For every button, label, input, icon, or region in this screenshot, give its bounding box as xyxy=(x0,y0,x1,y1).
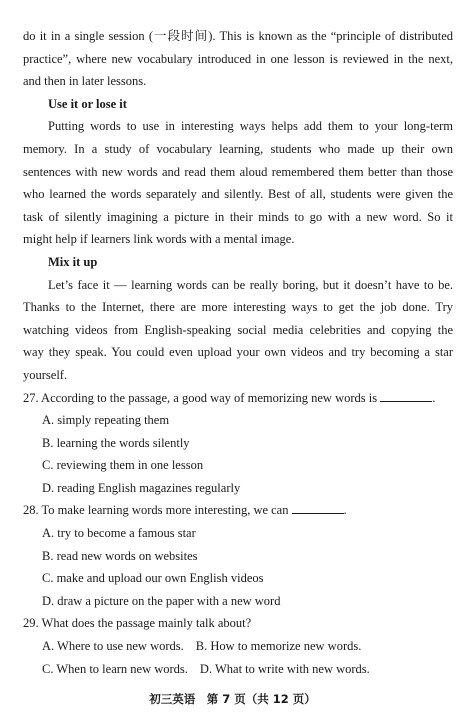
section-heading-mix-it-up: Mix it up xyxy=(48,254,98,269)
option-28-d: D. draw a picture on the paper with a new word xyxy=(42,593,281,608)
option-27-d: D. reading English magazines regularly xyxy=(42,480,241,495)
paragraph-line: way they speak. You could even upload your own videos and try becoming a star xyxy=(23,345,453,360)
answer-blank xyxy=(380,390,432,402)
passage-text xyxy=(23,25,453,680)
option-28-b: B. read new words on websites xyxy=(42,548,198,563)
option-29-b: B. How to memorize new words. xyxy=(195,639,362,654)
question-27-stem xyxy=(23,387,453,410)
paragraph-line: Let’s face it — learning words can be really boring, but it doesn’t have to be. xyxy=(48,277,453,292)
paragraph-line: Putting words to use in interesting ways helps add them to your long-term xyxy=(48,119,453,134)
page-footer: 初三英语 第 7 页（共 12 页） xyxy=(149,692,316,706)
paragraph-line: sentences with new words and read them aloud remembered them better than those xyxy=(23,164,453,179)
option-28-a: A. try to become a famous star xyxy=(42,526,196,541)
paragraph-line: watching videos from English-speaking social media celebrities and copying the xyxy=(23,322,453,337)
paragraph-line: task of silently imagining a picture in their minds to go with a new word. So it xyxy=(23,209,453,224)
paragraph-line: Thanks to the Internet, there are more interesting ways to get the job done. Try xyxy=(23,300,453,315)
option-28-c: C. make and upload our own English videos xyxy=(42,571,264,586)
question-stem-text: 28. To make learning words more interesting, we can xyxy=(23,503,289,518)
paragraph-line: yourself. xyxy=(23,367,68,382)
paragraph-line: who learned the words separately and silently. Best of all, students were given the xyxy=(23,187,453,202)
question-stem-end: . xyxy=(343,503,347,518)
option-27-b: B. learning the words silently xyxy=(42,435,190,450)
paragraph-line: memory. In a study of vocabulary learning, students who made up their own xyxy=(23,141,453,156)
option-27-a: A. simply repeating them xyxy=(42,413,170,428)
option-29-c: C. When to learn new words. xyxy=(42,661,188,676)
section-heading-use-it: Use it or lose it xyxy=(48,96,127,111)
paragraph-line: and then in later lessons. xyxy=(23,74,147,89)
paragraph-line: practice”, where new vocabulary introduced in one lesson is reviewed in the next, xyxy=(23,51,453,66)
question-stem-end: . xyxy=(432,390,436,405)
question-stem-text: 27. According to the passage, a good way of memorizing new words is xyxy=(23,390,378,405)
option-29-a: A. Where to use new words. xyxy=(42,639,184,654)
question-28-stem xyxy=(23,499,453,522)
option-row-29-cd xyxy=(23,658,453,681)
paragraph-line: might help if learners link words with a mental image. xyxy=(23,232,295,247)
option-row-29-ab xyxy=(23,635,453,658)
option-29-d: D. What to write with new words. xyxy=(199,661,370,676)
answer-blank xyxy=(292,502,344,514)
option-27-c: C. reviewing them in one lesson xyxy=(42,458,204,473)
question-29-stem: 29. What does the passage mainly talk about? xyxy=(23,616,252,631)
paragraph-line: do it in a single session (一段时间). This is known as the “principle of distributed xyxy=(23,29,453,43)
